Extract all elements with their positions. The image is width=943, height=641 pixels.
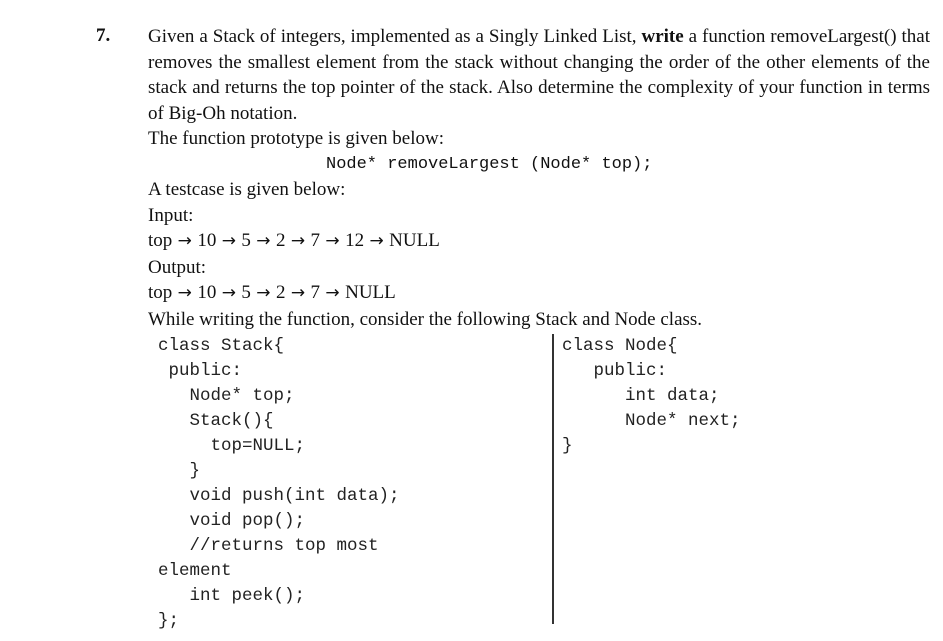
arrow-icon: → — [216, 231, 242, 251]
arrow-icon: → — [172, 231, 198, 251]
testcase-intro: A testcase is given below: — [148, 179, 346, 200]
code-line: int peek(); — [158, 586, 306, 606]
output-label: Output: — [148, 256, 207, 278]
list-node: top — [148, 230, 173, 251]
list-node: 12 — [345, 230, 365, 251]
code-line: void push(int data); — [158, 486, 400, 506]
code-line: Stack(){ — [158, 411, 274, 431]
list-node: 7 — [310, 282, 321, 303]
code-line: Node* next; — [562, 411, 741, 431]
list-node: 5 — [241, 282, 251, 303]
class-definitions — [148, 332, 930, 632]
input-label: Input: — [148, 204, 194, 226]
arrow-icon: → — [364, 231, 390, 251]
code-line: class Stack{ — [158, 336, 285, 356]
list-node: NULL — [345, 282, 396, 303]
code-line: Node* top; — [158, 386, 295, 406]
list-node: 5 — [241, 230, 251, 251]
arrow-icon: → — [216, 283, 242, 303]
question-text-end: a function removeLargest() that removes the smallest element from the stack without changing the order of the other elements of the stack and returns the top pointer of the stack. Also determine the complexity of your function in terms of Big-Oh notation. — [148, 26, 930, 124]
arrow-icon: → — [320, 283, 346, 303]
node-class-code — [562, 334, 741, 459]
list-node: 7 — [310, 230, 321, 251]
question-body — [148, 24, 930, 632]
question-number: 7. — [96, 25, 111, 46]
list-node: 2 — [275, 282, 286, 303]
arrow-icon: → — [285, 283, 311, 303]
input-list — [148, 228, 930, 255]
code-line: } — [562, 436, 573, 456]
code-line: }; — [158, 611, 180, 631]
arrow-icon: → — [285, 231, 311, 251]
code-line: int data; — [562, 386, 720, 406]
stack-class-code — [158, 334, 400, 634]
question-text-start: Given a Stack of integers, implemented as a Singly Linked List, — [148, 26, 642, 47]
code-line: element — [158, 561, 232, 581]
code-line: void pop(); — [158, 511, 306, 531]
arrow-icon: → — [172, 283, 198, 303]
arrow-icon: → — [250, 231, 276, 251]
arrow-icon: → — [250, 283, 276, 303]
function-prototype: Node* removeLargest (Node* top); — [326, 154, 653, 174]
code-line: class Node{ — [562, 336, 678, 356]
question-paragraph — [148, 24, 930, 126]
code-line: top=NULL; — [158, 436, 306, 456]
list-node: 10 — [197, 230, 217, 251]
classes-intro: While writing the function, consider the following Stack and Node class. — [148, 308, 703, 330]
prototype-intro: The function prototype is given below: — [148, 128, 445, 149]
column-divider — [552, 334, 554, 624]
list-node: 2 — [275, 230, 286, 251]
code-line: public: — [158, 361, 243, 381]
list-node: top — [148, 282, 173, 303]
output-list — [148, 280, 930, 307]
code-line: } — [158, 461, 201, 481]
arrow-icon: → — [320, 231, 346, 251]
list-node: 10 — [197, 282, 217, 303]
code-line: public: — [562, 361, 668, 381]
code-line: //returns top most — [158, 536, 379, 556]
question-text-bold: write — [641, 26, 684, 47]
list-node: NULL — [389, 230, 440, 251]
